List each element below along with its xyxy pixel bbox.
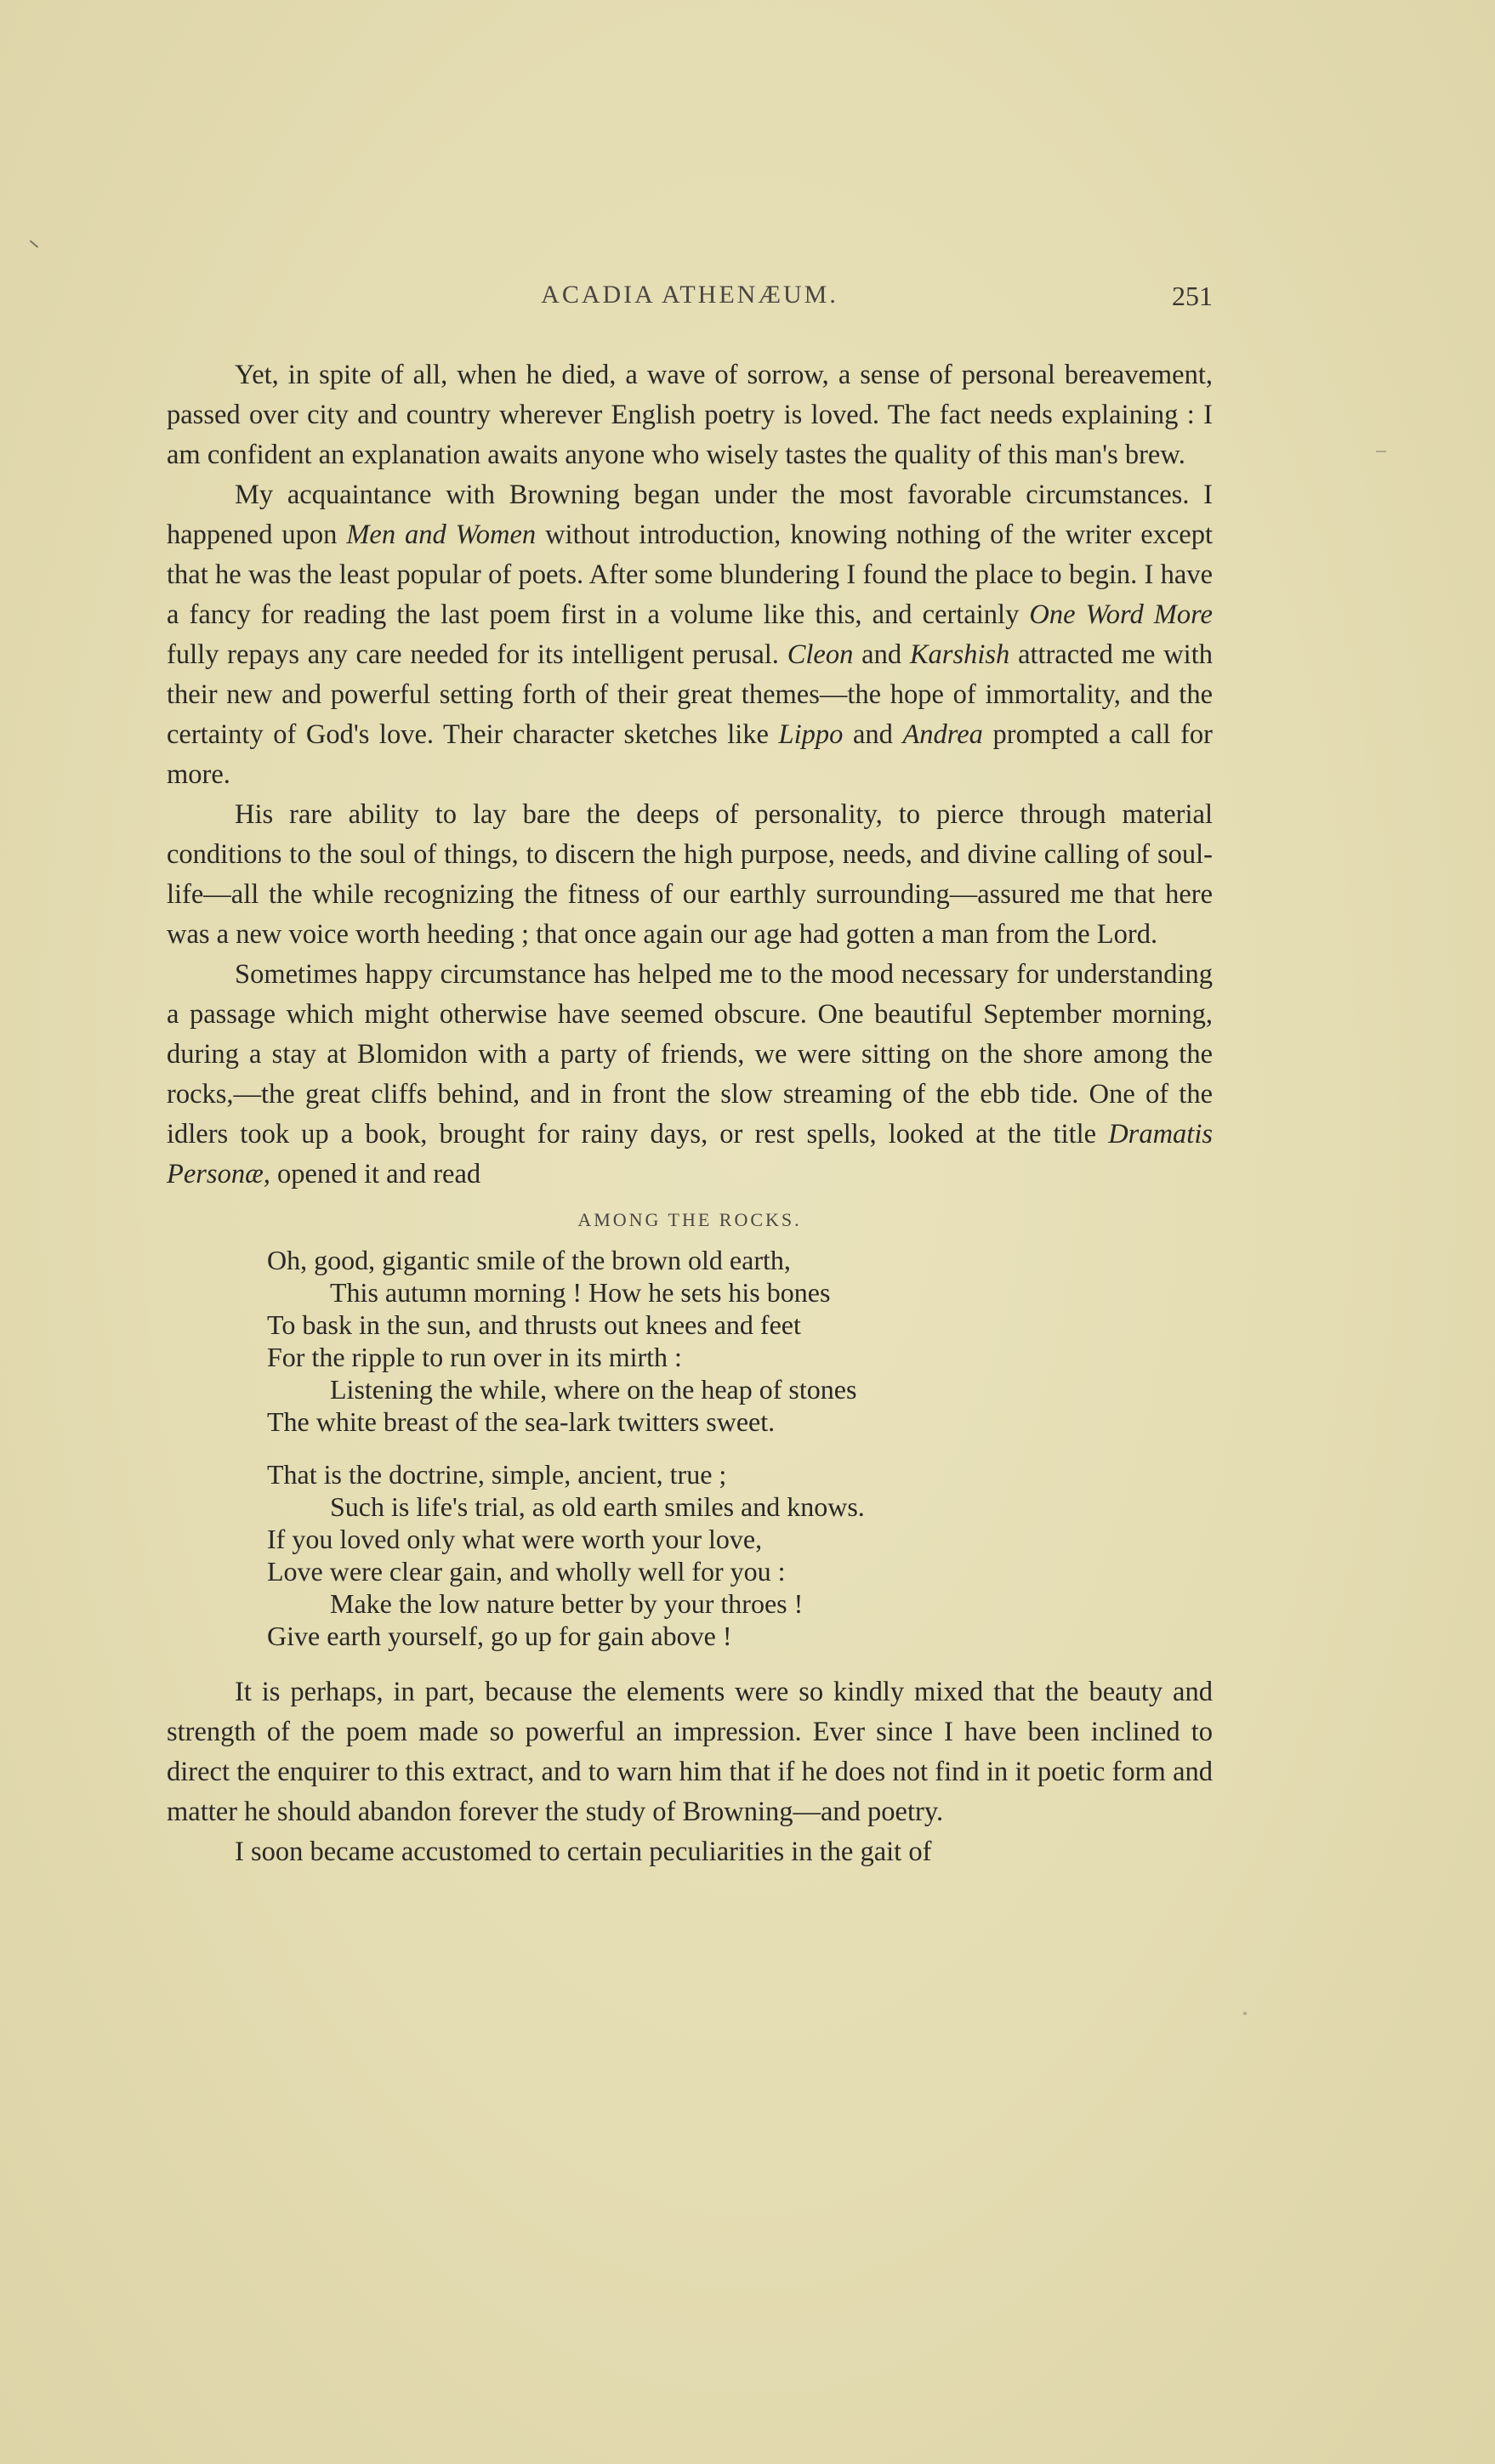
italic-title: Andrea [902, 719, 983, 750]
italic-title: Lippo [778, 719, 844, 750]
paragraph [167, 355, 1213, 475]
text-run: and [843, 719, 903, 750]
page-number: 251 [1172, 281, 1213, 311]
italic-title: Men and Women [346, 519, 537, 550]
closing-paragraphs [167, 1672, 1213, 1872]
paragraph [167, 795, 1213, 955]
text-run: attracted me with their new and powerful setting forth of their great themes—the hope of immortality, and the certainty of God's love. Their character sketches like [167, 639, 1213, 750]
text-run: prompted a call for more. [167, 719, 1213, 790]
running-head [167, 281, 1213, 320]
poem-line: Oh, good, gigantic smile of the brown old earth, [267, 1245, 791, 1275]
poem-line: This autumn morning ! How he sets his bones [330, 1277, 831, 1308]
text-run: fully repays any care needed for its intelligent perusal. [167, 639, 787, 670]
text-run: My acquaintance with Browning began under the most favorable circumstances. I happened upon [167, 480, 1213, 550]
poem-line: Such is life's trial, as old earth smiles and knows. [330, 1491, 865, 1522]
scan-speck [1376, 451, 1386, 452]
poem-stanza [267, 1244, 1213, 1438]
text-run: Yet, in spite of all, when he died, a wave of sorrow, a sense of personal bereavement, passed over city and country wherever English poetry is loved. The fact needs explaining : I am confident an explanation awaits anyone who wisely tastes the quality of this man's brew. [167, 360, 1213, 470]
italic-title: Cleon [787, 639, 854, 670]
poem-heading: AMONG THE ROCKS. [577, 1209, 802, 1230]
paragraph: It is perhaps, in part, because the elements were so kindly mixed that the beauty and strength of the poem made so powerful an impression. Ever since I have been inclined to direct the enquirer to this extract, and to warn him that if he does not find in it poetic form and matter he should abandon forever the study of Browning—and poetry. [167, 1677, 1213, 1827]
italic-title: One Word More [1029, 599, 1213, 630]
paragraph [167, 955, 1213, 1195]
text-run: Sometimes happy circumstance has helped me to the mood necessary for understanding a passage which might otherwise have seemed obscure. One beautiful September morning, during a stay at Blomidon with a party of friends, we were sitting on the shore among the rocks,—the great cliffs behind, and in front the slow streaming of the ebb tide. One of the idlers took up a book, brought for rainy days, or rest spells, looked at the title [167, 959, 1213, 1150]
italic-title: Dramatis Personæ, [167, 1119, 1213, 1189]
poem-stanza [267, 1458, 1213, 1652]
text-run: opened it and read [270, 1159, 481, 1189]
poem-line: Make the low nature better by your throes ! [330, 1588, 804, 1619]
paragraph: I soon became accustomed to certain peculiarities in the gait of [235, 1837, 932, 1867]
scan-speck [30, 240, 38, 247]
paragraphs-container [167, 355, 1213, 1195]
running-title: ACADIA ATHENÆUM. [541, 281, 838, 309]
poem-line: To bask in the sun, and thrusts out knees and feet [267, 1309, 801, 1340]
poem-line: Give earth yourself, go up for gain above ! [267, 1621, 732, 1651]
text-run: His rare ability to lay bare the deeps of personality, to pierce through material conditions to the soul of things, to discern the high purpose, needs, and divine calling of soul-life—all the while recognizing the fitness of our earthly surrounding—assured me that here was a new voice worth heeding ; that once again our age had gotten a man from the Lord. [167, 799, 1213, 950]
poem-line: If you loved only what were worth your love, [267, 1524, 763, 1554]
paragraph [167, 475, 1213, 795]
article-body [167, 355, 1213, 1872]
poem-line: Love were clear gain, and wholly well for you : [267, 1556, 786, 1587]
text-run: without introduction, knowing nothing of the writer except that he was the least popular of poets. After some blundering I found the place to begin. I have a fancy for reading the last poem first in a volume like this, and certainly [167, 519, 1214, 630]
poem-line: The white breast of the sea-lark twitters sweet. [267, 1406, 776, 1437]
italic-title: Karshish [909, 639, 1010, 670]
poem [167, 1244, 1213, 1652]
poem-line: For the ripple to run over in its mirth : [267, 1342, 682, 1372]
scan-speck [1243, 2012, 1247, 2015]
poem-line: That is the doctrine, simple, ancient, true ; [267, 1459, 727, 1490]
poem-line: Listening the while, where on the heap of stones [330, 1374, 857, 1405]
text-run: and [853, 639, 910, 670]
